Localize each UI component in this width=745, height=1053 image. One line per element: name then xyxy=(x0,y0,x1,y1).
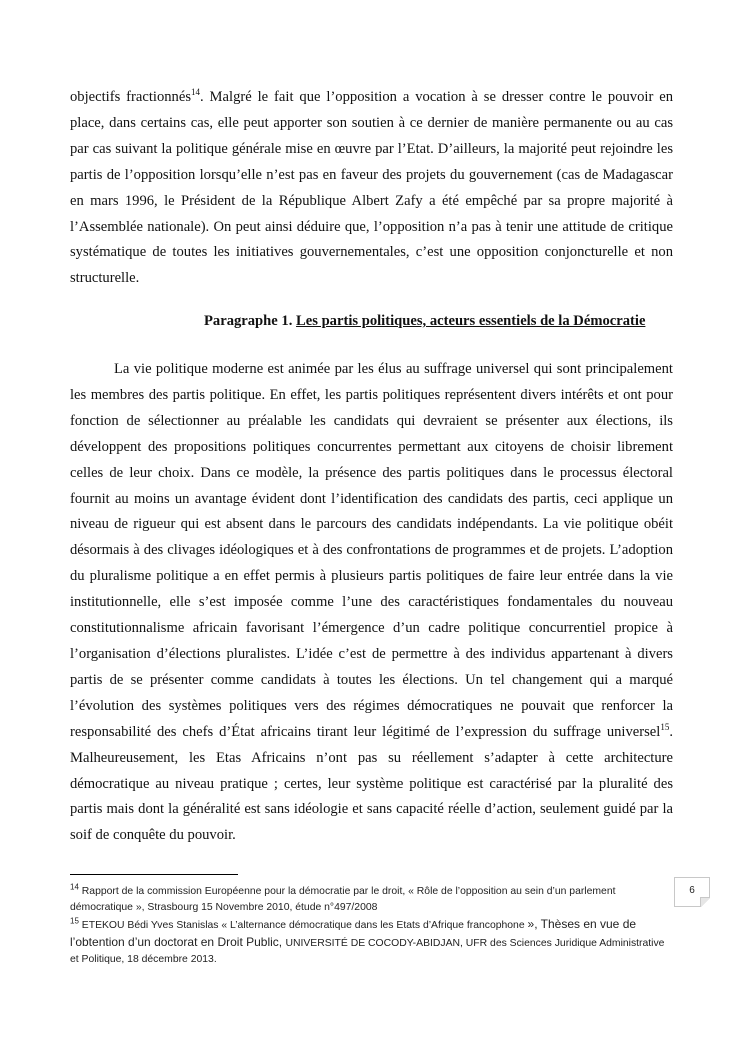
heading-label: Paragraphe 1. xyxy=(204,313,293,329)
section-heading xyxy=(70,308,673,334)
footnote-number: 14 xyxy=(70,882,79,892)
footnotes xyxy=(70,884,670,968)
intro-text-end: . Malgré le fait que l’opposition a vocation à se dresser contre le pouvoir en place, dans certains cas, elle peut apporter son soutien à ce dernier de manière permanente ou au cas par cas suivant la politique générale mise en œuvre par l’Etat. D’ailleurs, la majorité peut rejoindre les partis de l’opposition lorsqu’elle n’est pas en faveur des projets du gouvernement (cas de Madagascar en mars 1996, le Président de la République Albert Zafy a été empêché par sa propre majorité à l’Assemblée nationale). On peut ainsi déduire que, l’opposition n’a pas à tenir une attitude de critique systématique de toutes les initiatives gouvernementales, c’est une opposition conjoncturelle et non structurelle. xyxy=(70,89,673,287)
footnote-separator xyxy=(70,874,238,875)
intro-paragraph xyxy=(70,85,673,292)
body-text-start: La vie politique moderne est animée par les élus au suffrage universel qui sont principalement les membres des partis politique. En effet, les partis politiques représentent divers intérêts et ont pour fonction de sélectionner au préalable les candidats qui devraient se présenter aux élections, ils développent des propositions politiques concurrentes permettant aux citoyens de choisir librement celles de leur choix. Dans ce modèle, la présence des partis politiques dans le processus électoral fournit au moins un avantage évident dont l’identification des candidats des partis, ceci applique un niveau de rigueur qui est absent dans le parcours des candidats indépendants. La vie politique obéit désormais à des clivages idéologiques et à des confrontations de programmes et de projets. L’adoption du pluralisme politique a en effet permis à plusieurs partis politiques de faire leur entrée dans la vie institutionnelle, elle s’est imposée comme l’une des caractéristiques fondamentales du nouveau constitutionnalisme africain favorisant l’émergence d’un cadre politique concurrentiel propice à l’organisation d’élections pluralistes. L’idée c’est de permettre à des individus appartenant à divers partis de se présenter comme candidats à toutes les élections. Un tel changement qui a marqué l’évolution des systèmes politiques vers des régimes démocratiques ne pouvait que renforcer la responsabilité des chefs d’État africains tirant leur légitimé de l’expression du suffrage universel xyxy=(70,361,673,740)
body-text-end: . Malheureusement, les Etas Africains n’ont pas su réellement s’adapter à cette architecture démocratique au niveau pratique ; certes, leur système politique est caractérisé par la pluralité des partis mais dont la généralité est sans idéologie et sans capacité réelle d’action, seulement guidé par la soif de conquête du pouvoir. xyxy=(70,723,673,844)
footnote-text: Rapport de la commission Européenne pour la démocratie par le droit, « Rôle de l’opposition au sein d’un parlement démocratique », Strasbourg 15 Novembre 2010, étude n°497/2008 xyxy=(70,886,616,913)
footnote-text: UNIVERSITÉ DE COCODY-ABIDJAN, UFR des Sciences Juridique Administrative et Politique, 18 décembre 2013. xyxy=(70,938,665,965)
footnote-14 xyxy=(70,884,670,916)
footnote-text-large: », Thèses en vue de l’obtention d’un doctorat en Droit Public, xyxy=(70,917,637,949)
page-number-box xyxy=(674,877,710,907)
footnote-ref-15[interactable]: 15 xyxy=(660,721,670,732)
page-curl-icon xyxy=(700,897,710,907)
heading-title: Les partis politiques, acteurs essentiels de la Démocratie xyxy=(296,313,646,329)
intro-text-start: objectifs fractionnés xyxy=(70,89,191,105)
footnote-text: ETEKOU Bédi Yves Stanislas « L’alternance démocratique dans les Etats d’Afrique francophone xyxy=(78,920,528,931)
footnote-ref-14[interactable]: 14 xyxy=(191,87,200,98)
page-number: 6 xyxy=(689,885,695,896)
footnote-number: 15 xyxy=(70,916,79,926)
body-paragraph xyxy=(70,357,673,849)
footnote-15 xyxy=(70,916,670,968)
